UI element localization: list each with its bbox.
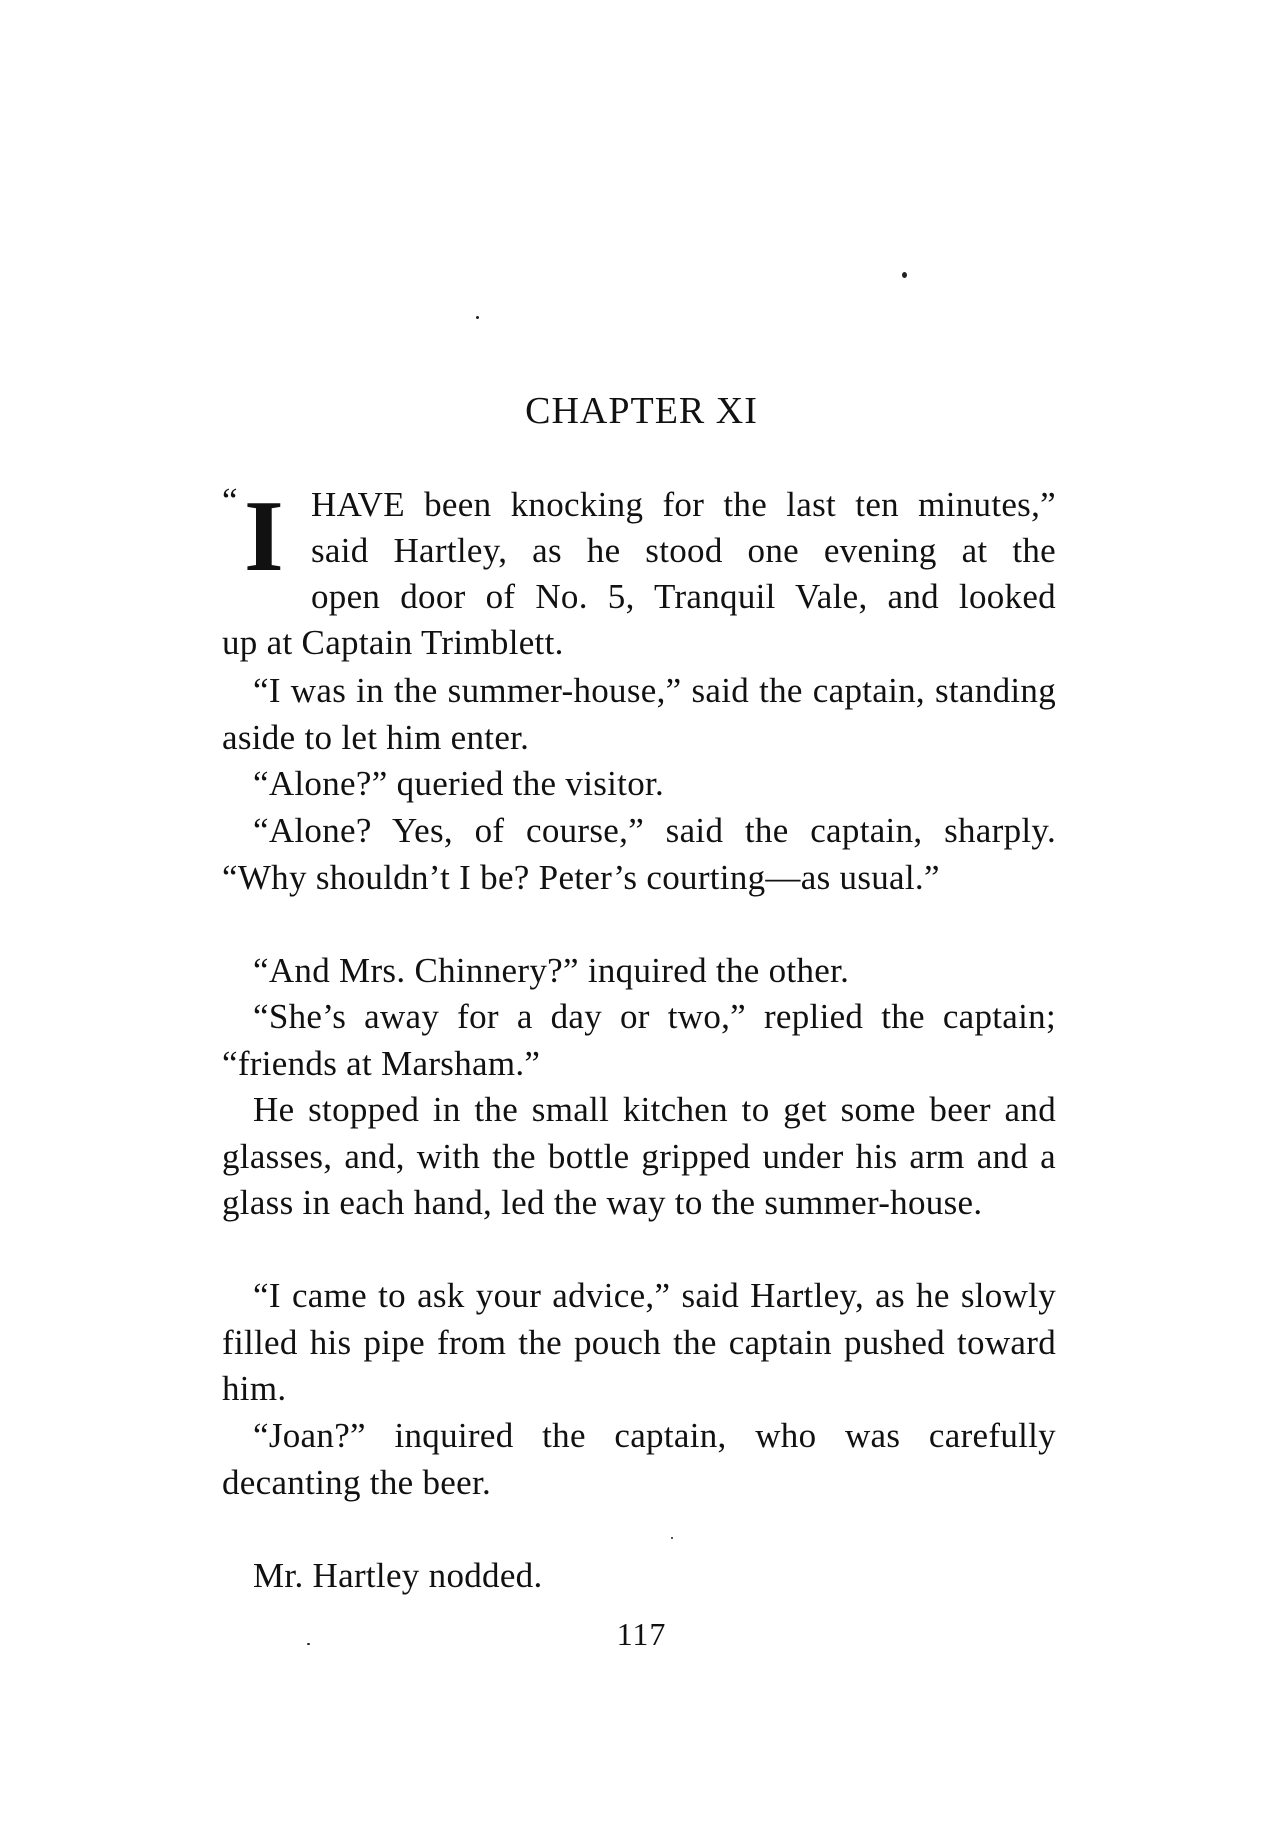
paragraph: “And Mrs. Chinnery?” inquired the other.: [253, 951, 850, 990]
print-speck: [476, 316, 479, 319]
paragraph: “Joan?” inquired the captain, who was carefully decanting the beer.: [222, 1416, 1056, 1502]
paragraph: He stopped in the small kitchen to get some beer and glasses, and, with the bottle gripped under his arm and a glass in each hand, led the way to the summer-house.: [222, 1090, 1056, 1222]
chapter-title: CHAPTER XI: [525, 390, 758, 432]
page-number: 117: [616, 1616, 667, 1652]
opening-line: HAVE been knocking for the last ten minutes,”: [311, 485, 1056, 524]
opening-quote-mark: “: [222, 481, 238, 520]
paragraph: “She’s away for a day or two,” replied the captain; “friends at Marsham.”: [222, 997, 1056, 1083]
paragraph: Mr. Hartley nodded.: [253, 1556, 543, 1595]
print-speck: [671, 1537, 673, 1539]
drop-cap: I: [244, 480, 284, 593]
print-speck: [902, 272, 907, 278]
paragraph: “I came to ask your advice,” said Hartley, as he slowly filled his pipe from the pouch the captain pushed toward him.: [222, 1276, 1056, 1408]
paragraph: “Alone?” queried the visitor.: [253, 764, 665, 803]
opening-line: said Hartley, as he stood one evening at the: [311, 531, 1056, 570]
paragraph: “I was in the summer-house,” said the captain, standing aside to let him enter.: [222, 671, 1056, 757]
opening-line: open door of No. 5, Tranquil Vale, and looked: [311, 577, 1056, 616]
paragraph: “Alone? Yes, of course,” said the captain, sharply. “Why shouldn’t I be? Peter’s courting—as usual.”: [222, 811, 1056, 897]
opening-line: up at Captain Trimblett.: [222, 623, 564, 662]
